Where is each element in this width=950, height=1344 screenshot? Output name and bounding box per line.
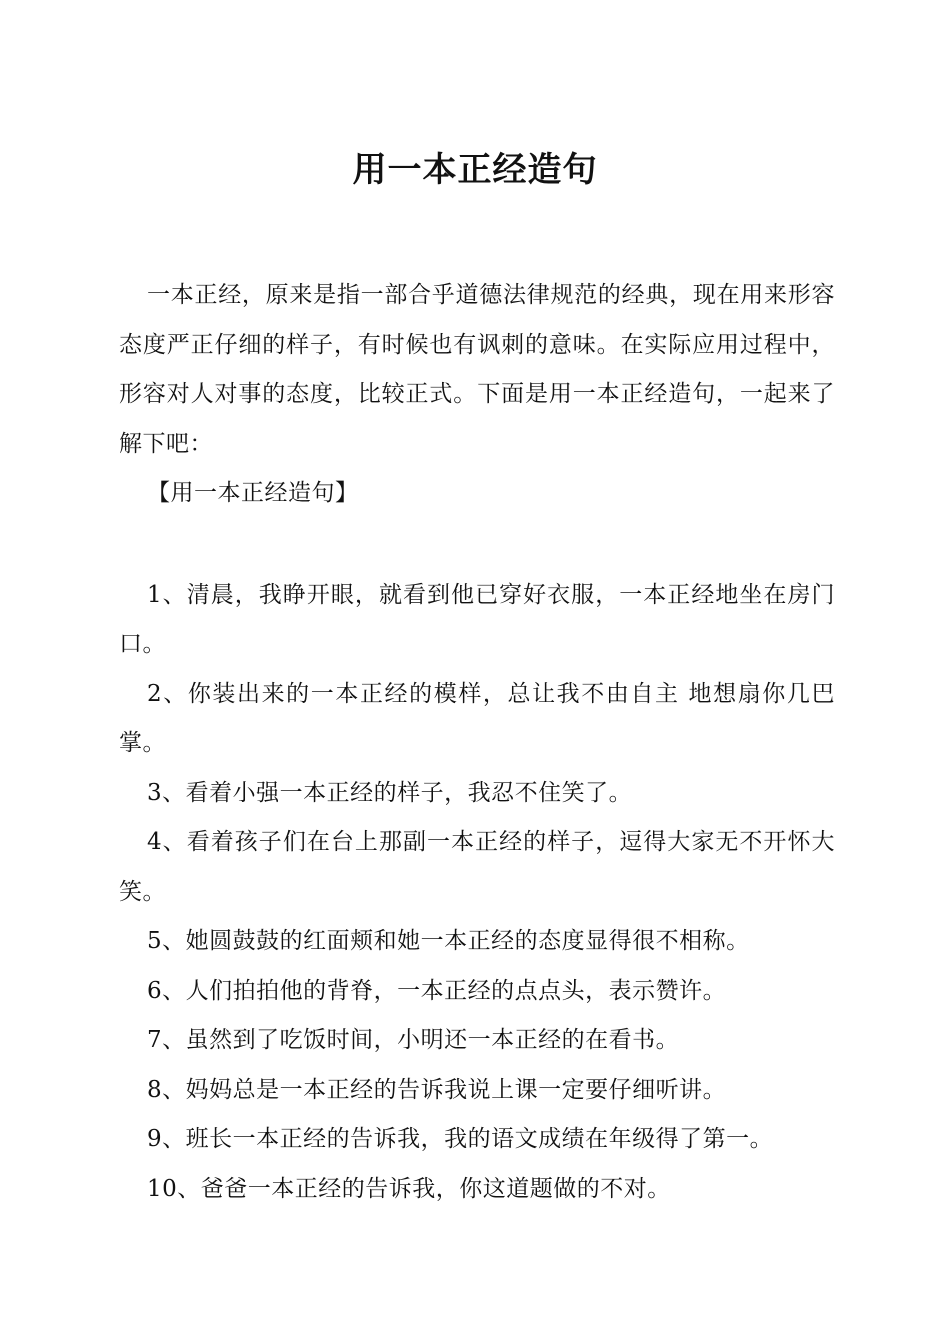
sentence-item: 7、虽然到了吃饭时间，小明还一本正经的在看书。 — [147, 1027, 680, 1053]
sentence-item: 6、人们拍拍他的背脊，一本正经的点点头，表示赞许。 — [147, 977, 727, 1004]
sentence-item: 5、她圆鼓鼓的红面颊和她一本正经的态度显得很不相称。 — [147, 928, 750, 954]
sentence-item: 10、爸爸一本正经的告诉我，你这道题做的不对。 — [147, 1175, 671, 1202]
sentence-item: 4、看着孩子们在台上那副一本正经的样子，逗得大家无不开怀大笑。 — [119, 829, 835, 905]
document-body — [119, 271, 835, 1214]
blank-line — [119, 519, 835, 571]
sentence-item: 3、看着小强一本正经的样子，我忍不住笑了。 — [147, 779, 633, 806]
sentence-item: 8、妈妈总是一本正经的告诉我说上课一定要仔细听讲。 — [147, 1076, 727, 1103]
sentence-item: 9、班长一本正经的告诉我，我的语文成绩在年级得了第一。 — [147, 1126, 774, 1152]
intro-paragraph: 一本正经，原来是指一部合乎道德法律规范的经典，现在用来形容态度严正仔细的样子，有时候也有讽刺的意味。在实际应用过程中，形容对人对事的态度，比较正式。下面是用一本正经造句，一起来了解下吧： — [119, 282, 835, 457]
page-title: 用一本正经造句 — [352, 150, 598, 190]
sentence-item: 2、你装出来的一本正经的模样，总让我不由自主 地想扇你几巴掌。 — [119, 680, 835, 756]
sentence-item: 1、清晨，我睁开眼，就看到他已穿好衣服，一本正经地坐在房门口。 — [119, 581, 835, 657]
section-heading: 【用一本正经造句】 — [147, 480, 359, 506]
